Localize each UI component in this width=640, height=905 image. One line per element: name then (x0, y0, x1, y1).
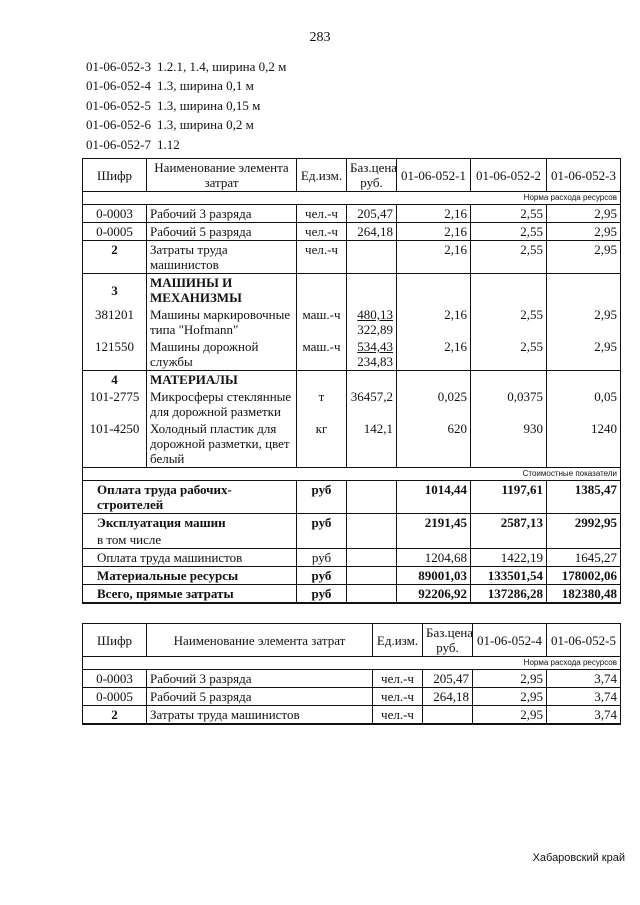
section-number: 3 (83, 274, 147, 307)
code: 01-06-052-5 (86, 97, 151, 113)
cost-row (83, 514, 621, 532)
cell-shifr: 2 (83, 241, 147, 274)
empty-cell (347, 549, 397, 567)
empty-cell (347, 514, 397, 532)
cost-value: 178002,06 (547, 567, 621, 585)
cell-value: 930 (471, 420, 547, 468)
header-shifr: Шифр (83, 159, 147, 192)
empty-cell (297, 274, 347, 307)
cost-value (547, 531, 621, 549)
cell-value: 1240 (547, 420, 621, 468)
cost-value: 133501,54 (471, 567, 547, 585)
cell-value: 2,55 (471, 306, 547, 338)
cost-value: 1422,19 (471, 549, 547, 567)
norm-label: Норма расхода ресурсов (83, 192, 621, 205)
cost-row (83, 549, 621, 567)
cost-name: Оплата труда машинистов (83, 549, 297, 567)
code: 01-06-052-4 (86, 78, 151, 94)
cell-unit: чел.-ч (373, 706, 423, 725)
cell-price: 205,47 (347, 205, 397, 223)
code-description: 1.12 (157, 136, 180, 152)
cell-name: Рабочий 3 разряда (147, 205, 297, 223)
cell-value: 2,95 (473, 670, 547, 688)
code-description: 1.2.1, 1.4, ширина 0,2 м (157, 59, 287, 74)
cost-value: 89001,03 (397, 567, 471, 585)
cell-shifr: 121550 (83, 338, 147, 371)
cost-label: Стоимостные показатели (83, 468, 621, 481)
empty-cell (347, 531, 397, 549)
cost-value: 1197,61 (471, 481, 547, 514)
cell-value: 2,16 (397, 241, 471, 274)
section-number: 4 (83, 371, 147, 389)
code-list (86, 57, 286, 154)
cell-unit: чел.-ч (297, 241, 347, 274)
cell-unit: чел.-ч (373, 688, 423, 706)
table-row (83, 241, 621, 274)
cost-value: 2992,95 (547, 514, 621, 532)
cell-price (347, 338, 397, 371)
section-row-materials (83, 371, 621, 389)
cell-value: 2,95 (473, 706, 547, 725)
empty-cell (347, 481, 397, 514)
header-price: Баз.цена руб. (347, 159, 397, 192)
code-list-item (86, 135, 286, 154)
cost-row (83, 481, 621, 514)
cell-unit: маш.-ч (297, 306, 347, 338)
table-row (83, 388, 621, 420)
header-price: Баз.цена руб. (423, 624, 473, 657)
empty-cell (397, 274, 471, 307)
empty-cell (347, 371, 397, 389)
cost-value: 2587,13 (471, 514, 547, 532)
cost-value: 2191,45 (397, 514, 471, 532)
cell-name: Затраты труда машинистов (147, 241, 297, 274)
resource-table-2 (82, 623, 621, 725)
cost-name: Оплата труда рабочих-строителей (83, 481, 297, 514)
price-bottom: 234,83 (357, 354, 393, 369)
cell-name: Рабочий 3 разряда (147, 670, 373, 688)
cost-unit: руб (297, 567, 347, 585)
code: 01-06-052-7 (86, 136, 151, 152)
cell-shifr: 0-0003 (83, 670, 147, 688)
cell-value: 2,95 (547, 241, 621, 274)
section-row-machines (83, 274, 621, 307)
table-row (83, 706, 621, 725)
code: 01-06-052-6 (86, 117, 151, 133)
table-row (83, 205, 621, 223)
cell-price: 264,18 (347, 223, 397, 241)
cell-price: 142,1 (347, 420, 397, 468)
cell-name: Машины маркировочные типа "Hofmann" (147, 306, 297, 338)
price-bottom: 322,89 (357, 322, 393, 337)
cost-name: в том числе (83, 531, 297, 549)
header-unit: Ед.изм. (297, 159, 347, 192)
table-row (83, 306, 621, 338)
cost-value: 182380,48 (547, 585, 621, 604)
cell-value: 2,95 (547, 306, 621, 338)
cost-value: 1645,27 (547, 549, 621, 567)
cell-name: Рабочий 5 разряда (147, 223, 297, 241)
cell-price: 205,47 (423, 670, 473, 688)
empty-cell (347, 585, 397, 604)
cell-shifr: 0-0005 (83, 688, 147, 706)
cost-unit: руб (297, 514, 347, 532)
table-row (83, 688, 621, 706)
section-title: МАТЕРИАЛЫ (147, 371, 297, 389)
table-row (83, 338, 621, 371)
cell-name: Микросферы стеклянные для дорожной разметки (147, 388, 297, 420)
resource-table-1 (82, 158, 621, 604)
empty-cell (397, 371, 471, 389)
page-number: 283 (309, 30, 331, 45)
cell-value: 2,16 (397, 205, 471, 223)
cell-unit: чел.-ч (297, 205, 347, 223)
table-row (83, 670, 621, 688)
cell-shifr: 101-2775 (83, 388, 147, 420)
cell-price: 264,18 (423, 688, 473, 706)
table-row (83, 420, 621, 468)
cell-value: 2,55 (471, 223, 547, 241)
header-name: Наименование элемента затрат (147, 159, 297, 192)
cell-name: Рабочий 5 разряда (147, 688, 373, 706)
cell-name: Машины дорожной службы (147, 338, 297, 371)
empty-cell (297, 371, 347, 389)
cost-row (83, 567, 621, 585)
code: 01-06-052-3 (86, 59, 151, 74)
cell-unit: т (297, 388, 347, 420)
cost-row (83, 585, 621, 604)
table-header-row (83, 624, 621, 657)
code-list-item (86, 76, 286, 95)
table-header-row (83, 159, 621, 192)
cell-name: Затраты труда машинистов (147, 706, 373, 725)
cost-value: 137286,28 (471, 585, 547, 604)
norm-label-row (83, 657, 621, 670)
header-unit: Ед.изм. (373, 624, 423, 657)
code-list-item (86, 96, 286, 115)
cost-name: Всего, прямые затраты (83, 585, 297, 604)
cell-price (423, 706, 473, 725)
cell-unit: маш.-ч (297, 338, 347, 371)
code-description: 1.3, ширина 0,2 м (157, 117, 254, 133)
norm-label: Норма расхода ресурсов (83, 657, 621, 670)
code-list-item (86, 115, 286, 134)
code-list-item (86, 57, 286, 76)
cost-row (83, 531, 621, 549)
cell-shifr: 0-0003 (83, 205, 147, 223)
table-row (83, 223, 621, 241)
cost-label-row (83, 468, 621, 481)
region-footer: Хабаровский край (532, 852, 625, 864)
cell-value: 2,55 (471, 241, 547, 274)
cost-value (471, 531, 547, 549)
header-shifr: Шифр (83, 624, 147, 657)
code-description: 1.3, ширина 0,15 м (157, 97, 261, 113)
cell-value: 2,95 (473, 688, 547, 706)
cell-value: 620 (397, 420, 471, 468)
cell-unit: чел.-ч (297, 223, 347, 241)
cell-price (347, 241, 397, 274)
cell-value: 0,05 (547, 388, 621, 420)
cost-unit: руб (297, 481, 347, 514)
header-col-052-2: 01-06-052-2 (471, 159, 547, 192)
cell-value: 2,55 (471, 338, 547, 371)
cost-value: 1014,44 (397, 481, 471, 514)
cell-unit: кг (297, 420, 347, 468)
cost-value: 1204,68 (397, 549, 471, 567)
cell-value: 2,95 (547, 223, 621, 241)
section-title: МАШИНЫ И МЕХАНИЗМЫ (147, 274, 297, 307)
cell-value: 2,95 (547, 205, 621, 223)
cell-value: 2,16 (397, 306, 471, 338)
cell-unit: чел.-ч (373, 670, 423, 688)
cell-price (347, 306, 397, 338)
cell-value: 0,025 (397, 388, 471, 420)
cost-value: 92206,92 (397, 585, 471, 604)
cell-shifr: 2 (83, 706, 147, 725)
cost-name: Эксплуатация машин (83, 514, 297, 532)
price-top: 480,13 (357, 307, 393, 322)
cell-price: 36457,2 (347, 388, 397, 420)
empty-cell (471, 274, 547, 307)
code-description: 1.3, ширина 0,1 м (157, 78, 254, 94)
cell-value: 0,0375 (471, 388, 547, 420)
price-top: 534,43 (357, 339, 393, 354)
empty-cell (471, 371, 547, 389)
cost-unit (297, 531, 347, 549)
cell-value: 3,74 (547, 688, 621, 706)
empty-cell (347, 274, 397, 307)
cell-shifr: 101-4250 (83, 420, 147, 468)
cost-unit: руб (297, 585, 347, 604)
cost-value (397, 531, 471, 549)
cell-value: 2,16 (397, 338, 471, 371)
cell-value: 2,55 (471, 205, 547, 223)
norm-label-row (83, 192, 621, 205)
cell-shifr: 0-0005 (83, 223, 147, 241)
empty-cell (547, 274, 621, 307)
header-col-052-4: 01-06-052-4 (473, 624, 547, 657)
empty-cell (547, 371, 621, 389)
cell-shifr: 381201 (83, 306, 147, 338)
cell-value: 3,74 (547, 706, 621, 725)
cell-value: 2,16 (397, 223, 471, 241)
cell-value: 3,74 (547, 670, 621, 688)
cost-name: Материальные ресурсы (83, 567, 297, 585)
header-col-052-5: 01-06-052-5 (547, 624, 621, 657)
cell-value: 2,95 (547, 338, 621, 371)
header-col-052-3: 01-06-052-3 (547, 159, 621, 192)
cost-unit: руб (297, 549, 347, 567)
empty-cell (347, 567, 397, 585)
cost-value: 1385,47 (547, 481, 621, 514)
cell-name: Холодный пластик для дорожной разметки, цвет белый (147, 420, 297, 468)
header-col-052-1: 01-06-052-1 (397, 159, 471, 192)
header-name: Наименование элемента затрат (147, 624, 373, 657)
